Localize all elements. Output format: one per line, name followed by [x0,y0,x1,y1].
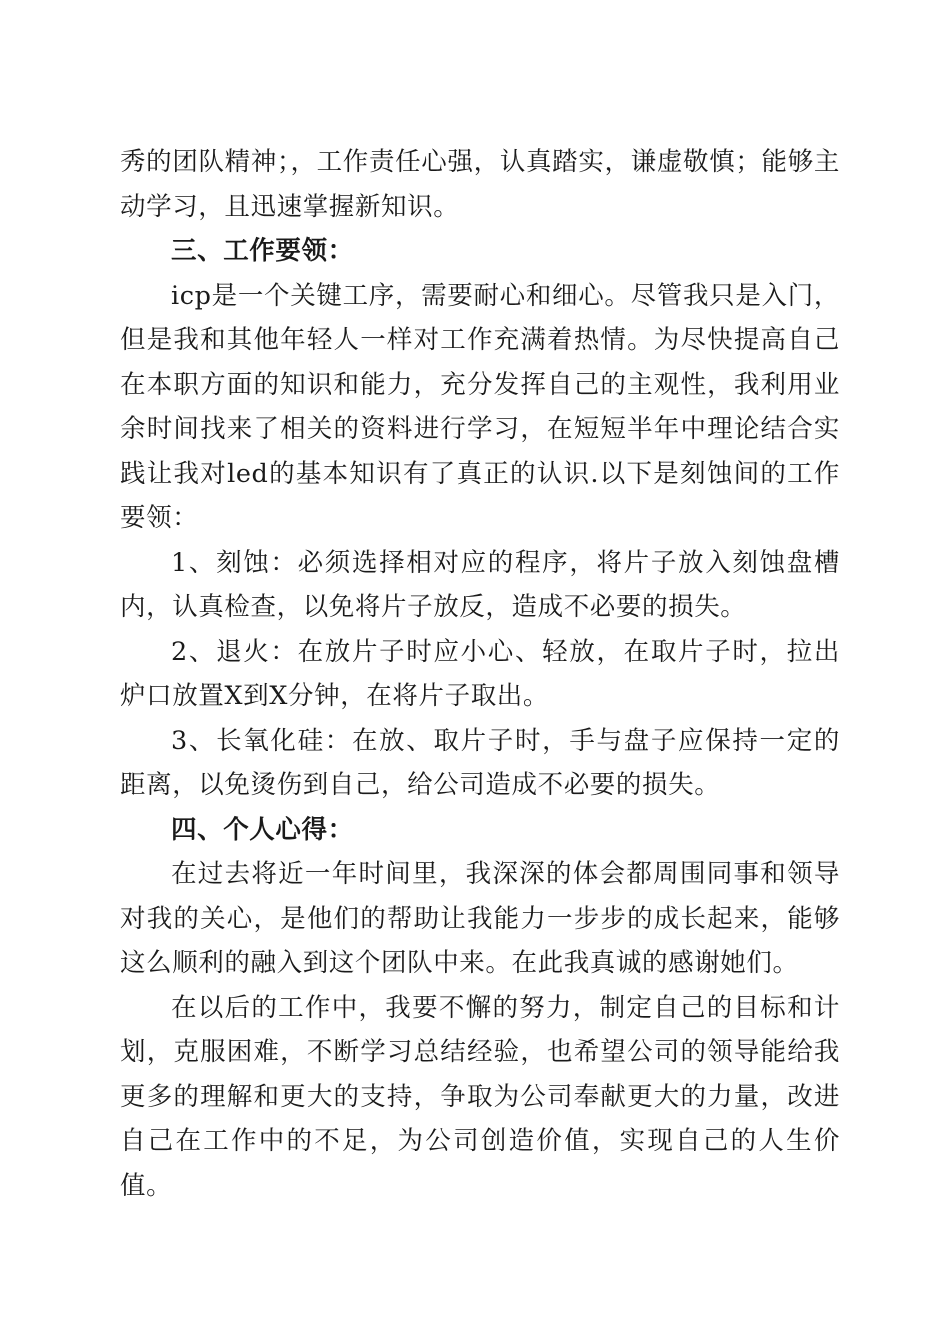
paragraph-future-goals: 在以后的工作中，我要不懈的努力，制定自己的目标和计划，克服困难，不断学习总结经验，也希望公司的领导能给我更多的理解和更大的支持，争取为公司奉献更大的力量，改进自己在工作中的不足，为公司创造价值，实现自己的人生价值。 [120,992,840,1201]
document-body [120,140,840,1208]
paragraph-gratitude: 在过去将近一年时间里，我深深的体会都周围同事和领导对我的关心，是他们的帮助让我能力一步步的成长起来，能够这么顺利的融入到这个团队中来。在此我真诚的感谢她们。 [120,859,840,978]
list-item-etching: 1、刻蚀：必须选择相对应的程序，将片子放入刻蚀盘槽内，认真检查，以免将片子放反，造成不必要的损失。 [120,547,840,622]
paragraph-icp-intro: icp是一个关键工序，需要耐心和细心。尽管我只是入门，但是我和其他年轻人一样对工作充满着热情。为尽快提高自己在本职方面的知识和能力，充分发挥自己的主观性，我利用业余时间找来了相关的资料进行学习，在短短半年中理论结合实践让我对led的基本知识有了真正的认识.以下是刻蚀间的工作要领： [120,280,840,533]
list-item-annealing: 2、退火：在放片子时应小心、轻放，在取片子时，拉出炉口放置X到X分钟，在将片子取出。 [120,636,840,711]
list-item-silicon-oxide: 3、长氧化硅：在放、取片子时，手与盘子应保持一定的距离，以免烫伤到自己，给公司造成不必要的损失。 [120,725,840,800]
section-heading-work-essentials: 三、工作要领： [171,236,354,266]
section-heading-personal-insights: 四、个人心得： [171,814,354,845]
paragraph-team-spirit: 秀的团队精神；，工作责任心强，认真踏实，谦虚敬慎；能够主动学习，且迅速掌握新知识。 [120,147,840,222]
